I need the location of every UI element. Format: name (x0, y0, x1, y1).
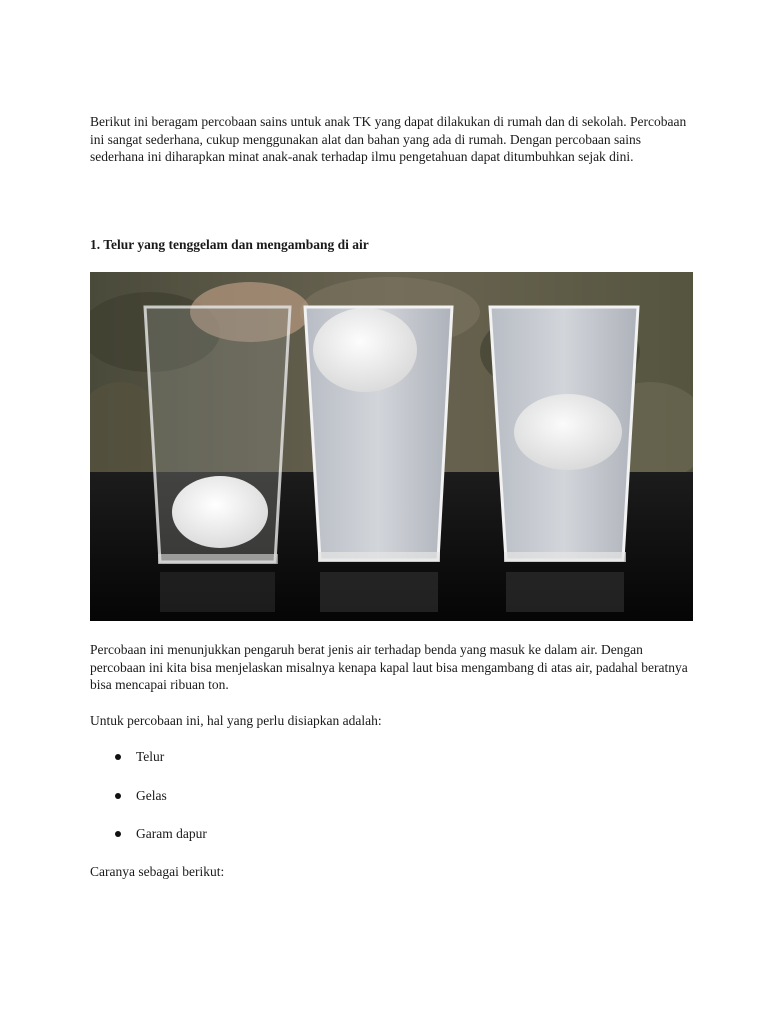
list-item (90, 748, 207, 787)
tools-list (90, 748, 207, 864)
bullet-icon (115, 754, 121, 760)
bullet-icon (115, 831, 121, 837)
list-item-label: Garam dapur (136, 826, 207, 841)
bullet-icon (115, 793, 121, 799)
list-item-label: Gelas (136, 787, 167, 803)
section-heading: 1. Telur yang tenggelam dan mengambang di air (90, 237, 369, 252)
list-item (90, 825, 207, 864)
egg-experiment-photo (90, 272, 693, 621)
list-item-label: Telur (136, 749, 165, 764)
preparation-intro: Untuk percobaan ini, hal yang perlu disiapkan adalah: (90, 713, 382, 728)
intro-paragraph: Berikut ini beragam percobaan sains untuk anak TK yang dapat dilakukan di rumah dan di sekolah. Percobaan ini sangat sederhana, cukup menggunakan alat dan bahan yang ada di rumah. Dengan percobaan sains sederhana ini diharapkan minat anak-anak terhadap ilmu pengetahuan dapat ditumbuhkan sejak dini. (90, 114, 687, 164)
list-item (90, 787, 207, 826)
description-paragraph: Percobaan ini menunjukkan pengaruh berat jenis air terhadap benda yang masuk ke dalam air. Dengan percobaan ini kita bisa menjelaskan misalnya kenapa kapal laut bisa mengambang di atas air, padahal beratnya bisa mencapai ribuan ton. (90, 642, 688, 692)
steps-intro: Caranya sebagai berikut: (90, 864, 225, 879)
